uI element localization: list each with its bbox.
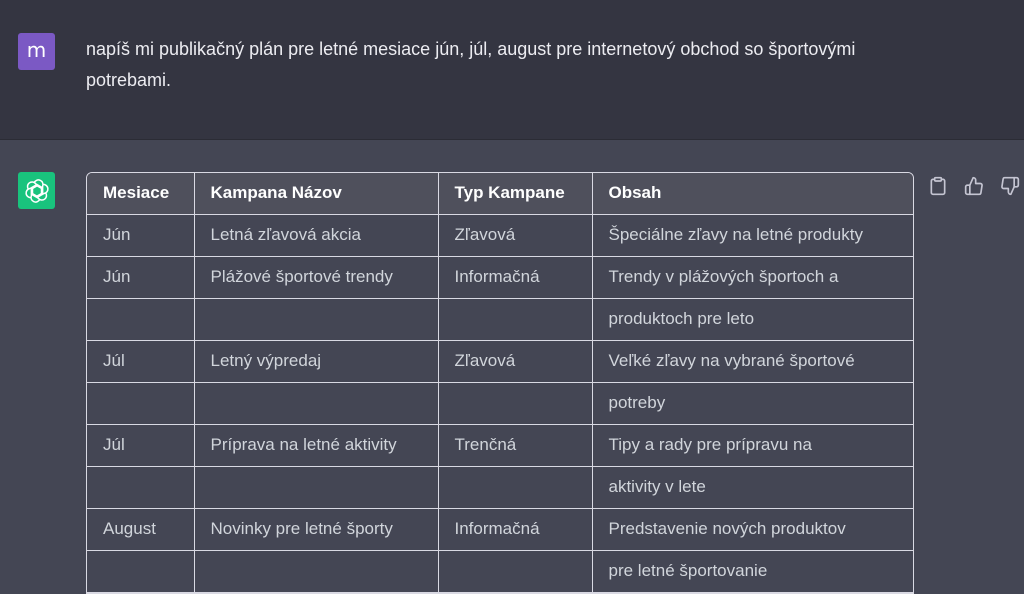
table-row	[87, 340, 913, 382]
table-row	[87, 466, 913, 508]
header-kampana-nazov: Kampana Názov	[194, 173, 438, 214]
table-cell: Príprava na letné aktivity	[194, 424, 438, 466]
user-avatar: m	[18, 33, 55, 70]
table-cell: Jún	[87, 256, 194, 298]
table-cell: Trendy v plážových športoch a	[592, 256, 913, 298]
header-typ-kampane: Typ Kampane	[438, 173, 592, 214]
assistant-message-block	[0, 140, 1024, 592]
table-cell: Jún	[87, 214, 194, 256]
user-message-block	[0, 0, 1024, 140]
header-obsah: Obsah	[592, 173, 913, 214]
table-cell: Letný výpredaj	[194, 340, 438, 382]
table-cell: Trenčná	[438, 424, 592, 466]
thumbs-up-icon[interactable]	[964, 176, 984, 196]
table-cell: Tipy a rady pre prípravu na	[592, 424, 913, 466]
table-cell	[87, 550, 194, 592]
table-row	[87, 508, 913, 550]
table-cell: Novinky pre letné športy	[194, 508, 438, 550]
table-row	[87, 382, 913, 424]
table-cell: Plážové športové trendy	[194, 256, 438, 298]
table-row	[87, 214, 913, 256]
table-row	[87, 550, 913, 592]
table-cell: Informačná	[438, 508, 592, 550]
table-cell: Špeciálne zľavy na letné produkty	[592, 214, 913, 256]
table-cell	[194, 550, 438, 592]
table-cell	[438, 298, 592, 340]
user-message-text: napíš mi publikačný plán pre letné mesiace jún, júl, august pre internetový obchod so športovými potrebami.	[86, 39, 856, 90]
clipboard-icon[interactable]	[928, 176, 948, 196]
openai-logo-icon	[18, 172, 55, 209]
table-cell	[194, 382, 438, 424]
table-row	[87, 256, 913, 298]
thumbs-down-icon[interactable]	[1000, 176, 1020, 196]
table-cell: Zľavová	[438, 214, 592, 256]
table-cell: produktoch pre leto	[592, 298, 913, 340]
header-mesiace: Mesiace	[87, 173, 194, 214]
table-cell: Júl	[87, 340, 194, 382]
table-cell: pre letné športovanie	[592, 550, 913, 592]
table-cell: aktivity v lete	[592, 466, 913, 508]
table-cell	[438, 550, 592, 592]
table-row	[87, 424, 913, 466]
table-header-row	[87, 173, 913, 214]
table-cell	[87, 382, 194, 424]
table-cell: Letná zľavová akcia	[194, 214, 438, 256]
table-cell	[194, 466, 438, 508]
table-row	[87, 298, 913, 340]
table-cell: potreby	[592, 382, 913, 424]
table-cell: Júl	[87, 424, 194, 466]
table-cell: Zľavová	[438, 340, 592, 382]
table-cell	[438, 466, 592, 508]
table-cell: Predstavenie nových produktov	[592, 508, 913, 550]
message-actions	[928, 176, 1020, 196]
table-cell	[87, 298, 194, 340]
table-cell: Informačná	[438, 256, 592, 298]
campaign-table	[86, 172, 914, 594]
table-cell: Veľké zľavy na vybrané športové	[592, 340, 913, 382]
table-cell	[87, 466, 194, 508]
table-cell: August	[87, 508, 194, 550]
table-cell	[194, 298, 438, 340]
table-cell	[438, 382, 592, 424]
